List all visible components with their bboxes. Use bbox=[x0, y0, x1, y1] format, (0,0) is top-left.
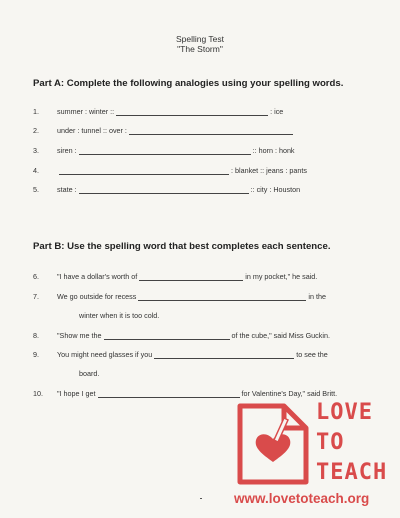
item-text-after: to see the bbox=[296, 350, 328, 359]
item-number: 3. bbox=[33, 146, 39, 155]
answer-blank[interactable] bbox=[79, 185, 249, 194]
worksheet-title: Spelling Test bbox=[175, 34, 225, 44]
item-text-after: in the bbox=[308, 292, 326, 301]
item-number: 10. bbox=[33, 389, 43, 398]
analogy-row bbox=[57, 185, 300, 194]
item-text-before: siren : bbox=[57, 146, 77, 155]
item-text-before: state : bbox=[57, 185, 77, 194]
sentence-continuation: board. bbox=[79, 369, 100, 378]
answer-blank[interactable] bbox=[79, 146, 251, 155]
item-text-before: You might need glasses if you bbox=[57, 350, 153, 359]
page-mark bbox=[200, 498, 202, 499]
sentence-row bbox=[57, 292, 326, 301]
logo-line-teach: TEACH bbox=[316, 460, 388, 485]
item-text-before: "I have a dollar's worth of bbox=[57, 272, 138, 281]
item-text-before: We go outside for recess bbox=[57, 292, 137, 301]
item-text-before: "Show me the bbox=[57, 331, 102, 340]
item-text-after: :: horn : honk bbox=[252, 146, 295, 155]
sentence-continuation: winter when it is too cold. bbox=[79, 311, 160, 320]
logo-line-love: LOVE bbox=[316, 400, 373, 425]
answer-blank[interactable] bbox=[129, 126, 293, 135]
analogy-row bbox=[57, 107, 283, 116]
item-number: 2. bbox=[33, 126, 39, 135]
item-number: 7. bbox=[33, 292, 39, 301]
answer-blank[interactable] bbox=[138, 292, 306, 301]
analogy-row bbox=[57, 146, 295, 155]
item-text-after: of the cube," said Miss Guckin. bbox=[231, 331, 330, 340]
answer-blank[interactable] bbox=[116, 107, 268, 116]
part-b-heading: Part B: Use the spelling word that best completes each sentence. bbox=[33, 241, 331, 252]
analogy-row bbox=[57, 166, 307, 175]
analogy-row bbox=[57, 126, 295, 135]
item-number: 4. bbox=[33, 166, 39, 175]
sentence-row bbox=[57, 272, 317, 281]
item-text-after: in my pocket," he said. bbox=[245, 272, 318, 281]
item-number: 5. bbox=[33, 185, 39, 194]
worksheet-subtitle: "The Storm" bbox=[177, 44, 223, 54]
logo-line-to: TO bbox=[316, 430, 345, 455]
item-number: 1. bbox=[33, 107, 39, 116]
answer-blank[interactable] bbox=[98, 389, 240, 398]
answer-blank[interactable] bbox=[139, 272, 243, 281]
item-text-after: : ice bbox=[270, 107, 284, 116]
item-number: 6. bbox=[33, 272, 39, 281]
item-text-before: summer : winter :: bbox=[57, 107, 115, 116]
answer-blank[interactable] bbox=[154, 350, 294, 359]
item-number: 9. bbox=[33, 350, 39, 359]
item-number: 8. bbox=[33, 331, 39, 340]
sentence-row bbox=[57, 331, 330, 340]
answer-blank[interactable] bbox=[104, 331, 230, 340]
website-url-link[interactable]: www.lovetoteach.org bbox=[234, 491, 370, 506]
item-text-before: "I hope I get bbox=[57, 389, 96, 398]
answer-blank[interactable] bbox=[59, 166, 229, 175]
item-text-after: :: city : Houston bbox=[250, 185, 301, 194]
sentence-row bbox=[57, 389, 337, 398]
sentence-row bbox=[57, 350, 328, 359]
part-a-heading: Part A: Complete the following analogies using your spelling words. bbox=[33, 78, 344, 89]
item-text-before: under : tunnel :: over : bbox=[57, 126, 127, 135]
item-text-after: : blanket :: jeans : pants bbox=[231, 166, 307, 175]
item-text-after: for Valentine's Day," said Britt. bbox=[241, 389, 338, 398]
